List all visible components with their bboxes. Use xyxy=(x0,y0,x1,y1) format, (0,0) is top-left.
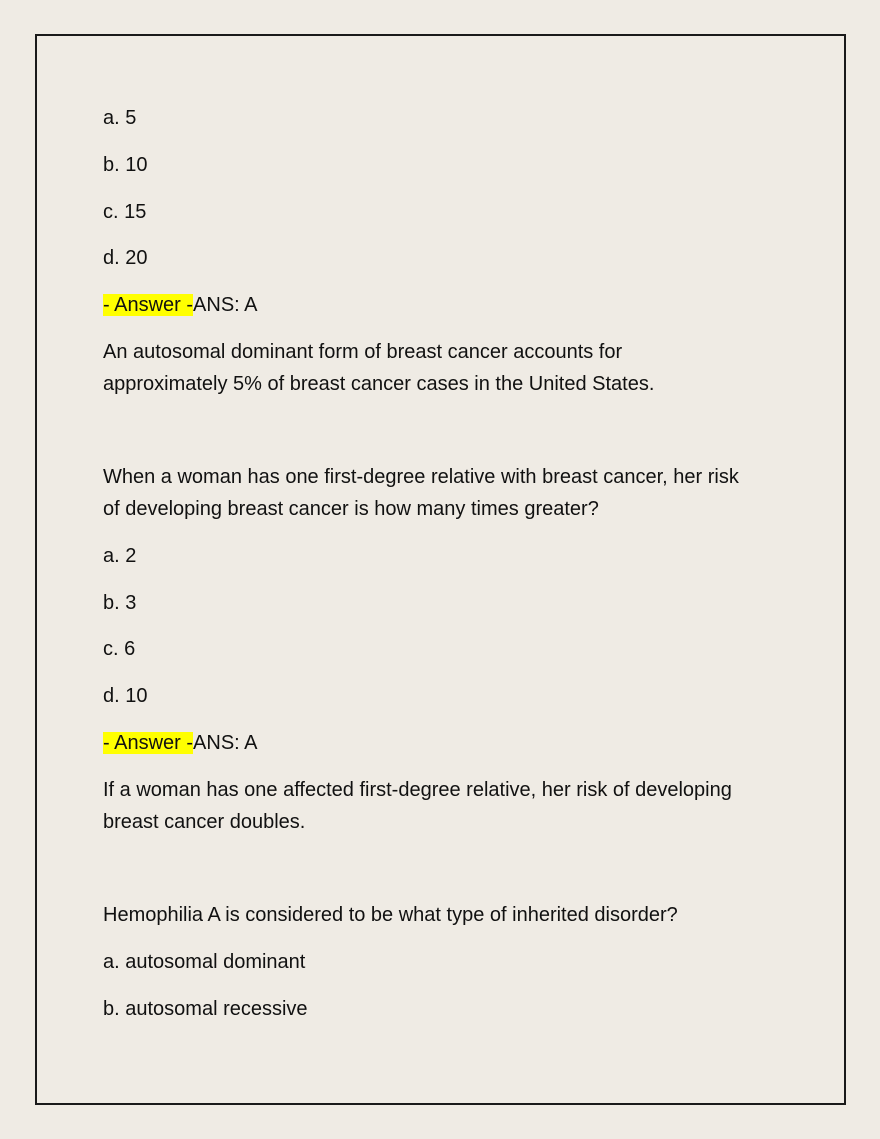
q1-rationale-line-2: approximately 5% of breast cancer cases in the United States. xyxy=(103,373,655,395)
q2-option-d: d. 10 xyxy=(103,685,148,707)
q1-option-d: d. 20 xyxy=(103,247,148,269)
page-border xyxy=(35,34,846,1105)
q3-option-a: a. autosomal dominant xyxy=(103,951,306,973)
q2-option-c: c. 6 xyxy=(103,638,136,660)
q2-rationale-line-2: breast cancer doubles. xyxy=(103,811,306,833)
q2-rationale-line-1: If a woman has one affected first-degree relative, her risk of developing xyxy=(103,779,732,801)
q2-option-a: a. 2 xyxy=(103,545,137,567)
q2-answer: ANS: A xyxy=(193,732,258,754)
q3-question: Hemophilia A is considered to be what type of inherited disorder? xyxy=(103,904,678,926)
q1-answer: ANS: A xyxy=(193,294,258,316)
answer-highlight: - Answer - xyxy=(103,732,194,754)
q1-option-a: a. 5 xyxy=(103,107,137,129)
q2-answer-line xyxy=(103,727,258,759)
q1-rationale-line-1: An autosomal dominant form of breast cancer accounts for xyxy=(103,341,623,363)
q2-question-line-1: When a woman has one first-degree relative with breast cancer, her risk xyxy=(103,466,739,488)
q2-question-line-2: of developing breast cancer is how many times greater? xyxy=(103,498,599,520)
q1-option-c: c. 15 xyxy=(103,201,147,223)
q1-option-b: b. 10 xyxy=(103,154,148,176)
q1-answer-line xyxy=(103,289,258,321)
q3-option-b: b. autosomal recessive xyxy=(103,998,308,1020)
q2-option-b: b. 3 xyxy=(103,592,137,614)
answer-highlight: - Answer - xyxy=(103,294,194,316)
